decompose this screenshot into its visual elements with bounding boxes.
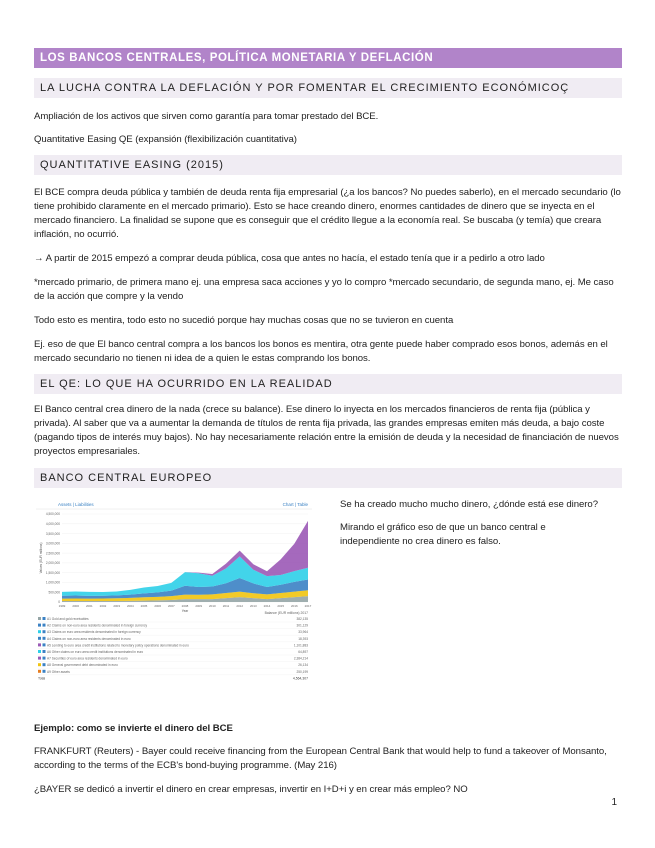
chart-x-tick-label: 2005 [140, 604, 148, 608]
chart-y-tick-label: 4,500,000 [45, 512, 60, 517]
document-page [34, 48, 622, 797]
section-heading-qe: QUANTITATIVE EASING (2015) [34, 155, 622, 175]
chart-y-tick-label: 0 [58, 600, 60, 605]
chart-x-tick-label: 2017 [304, 604, 312, 608]
section-heading-ecb: BANCO CENTRAL EUROPEO [34, 468, 622, 488]
paragraph: ¿BAYER se dedicó a invertir el dinero en crear empresas, invertir en I+D+i y en crear más empleo? NO [34, 784, 468, 795]
chart-x-axis-label: Year [181, 609, 189, 613]
paragraph: Ej. eso de que El banco central compra a los bancos los bonos es mentira, otra gente puede haber comprado esos bonos, además en el mercado secundario no tienen ni idea de a quien le estas comprando los bonos. [34, 339, 608, 364]
chart-legend-label: A9 Other assets [47, 669, 70, 674]
chart-legend-checkbox [43, 650, 46, 653]
chart-legend-checkbox [43, 643, 46, 646]
chart-x-tick-label: 2007 [167, 604, 175, 608]
ecb-balance-chart-svg [34, 498, 314, 716]
chart-x-tick-label: 2013 [249, 604, 257, 608]
chart-y-tick-label: 3,000,000 [45, 541, 60, 546]
chart-x-tick-label: 2002 [99, 604, 107, 608]
chart-legend-label: A4 Claims on non-euro area residents denominated in euro [47, 636, 131, 641]
chart-y-tick-label: 1,000,000 [45, 580, 60, 585]
chart-x-tick-label: 2001 [85, 604, 93, 608]
chart-legend-swatch [38, 630, 41, 633]
chart-table-header: Balance (EUR millions) 2017 [264, 611, 308, 615]
chart-tab-left: Assets | Liabilities [58, 502, 94, 507]
chart-legend-swatch [38, 624, 41, 627]
chart-legend-swatch [38, 650, 41, 653]
chart-x-tick-label: 2004 [126, 604, 134, 608]
section-heading-deflation: LA LUCHA CONTRA LA DEFLACIÓN Y POR FOMENTAR EL CRECIMIENTO ECONÓMICOÇ [34, 78, 622, 98]
chart-legend-checkbox [43, 657, 46, 660]
paragraph: Mirando el gráfico eso de que un banco central e independiente no crea dinero es falso. [340, 522, 546, 547]
chart-legend-value: 1,101,883 [293, 643, 308, 648]
chart-legend-checkbox [43, 624, 46, 627]
chart-x-tick-label: 2009 [195, 604, 203, 608]
chart-legend-label: A5 Lending to euro area credit institutions related to monetary policy operations denominated in euro [47, 643, 189, 648]
paragraph: Quantitative Easing QE (expansión (flexibilización cuantitativa) [34, 134, 297, 145]
chart-x-tick-label: 2003 [113, 604, 121, 608]
chart-legend-value: 2,384,214 [293, 656, 308, 661]
chart-legend-label: A7 Securities of euro area residents denominated in euro [47, 656, 128, 661]
document-title-banner: LOS BANCOS CENTRALES, POLÍTICA MONETARIA Y DEFLACIÓN [34, 48, 622, 68]
chart-legend-value: 382,135 [296, 617, 308, 621]
chart-legend-swatch [38, 637, 41, 640]
chart-tab-right: Chart | Table [282, 502, 308, 507]
chart-y-tick-label: 2,500,000 [45, 551, 60, 556]
chart-x-tick-label: 2015 [277, 604, 285, 608]
chart-legend-label: A8 General government debt denominated in euro [47, 663, 118, 668]
chart-y-tick-label: 2,000,000 [45, 561, 60, 566]
chart-legend-checkbox [43, 663, 46, 666]
chart-x-tick-label: 2014 [263, 604, 271, 608]
chart-legend-checkbox [43, 630, 46, 633]
chart-x-tick-label: 2011 [222, 604, 230, 608]
chart-legend-label: A2 Claims on non-euro area residents denominated in foreign currency [47, 623, 148, 628]
chart-y-tick-label: 3,500,000 [45, 531, 60, 536]
chart-legend-swatch [38, 657, 41, 660]
chart-legend-value: 33,964 [298, 630, 308, 635]
chart-legend-checkbox [43, 637, 46, 640]
chart-legend-swatch [38, 670, 41, 673]
example-heading: Ejemplo: como se invierte el dinero del BCE [34, 723, 233, 734]
section-heading-qe-reality: EL QE: LO QUE HA OCURRIDO EN LA REALIDAD [34, 374, 622, 394]
chart-legend-label: A1 Gold and gold receivables [47, 617, 89, 621]
chart-legend-checkbox [43, 617, 46, 620]
paragraph: Se ha creado mucho mucho dinero, ¿dónde está ese dinero? [340, 499, 598, 510]
chart-x-tick-label: 2012 [236, 604, 244, 608]
chart-x-tick-label: 2016 [290, 604, 298, 608]
chart-y-axis-label: Values (EUR millions) [39, 542, 43, 574]
chart-legend-value: 301,129 [296, 623, 308, 628]
chart-legend-value: 64,897 [298, 650, 308, 654]
chart-y-tick-label: 4,000,000 [45, 521, 60, 526]
chart-legend-swatch [38, 663, 41, 666]
chart-legend-value: 26,134 [298, 663, 308, 668]
paragraph: El BCE compra deuda pública y también de deuda renta fija empresarial (¿a los bancos? No puedes saberlo), en el mercado secundario (lo tiene prohibido claramente en el mercado primario). Esto se hace creando dinero, enormes cantidades de dinero que se inyecta en el mercado financiero. La finalidad se supone que es conseguir que el crédito llegue a la economía real. Se buscaba (y temía) que creara inflación, no ocurrió. [34, 187, 621, 240]
chart-legend-swatch [38, 643, 41, 646]
ecb-balance-chart [34, 498, 314, 716]
chart-legend-checkbox [43, 670, 46, 673]
chart-legend-swatch [38, 617, 41, 620]
chart-total-label: Total [38, 676, 46, 681]
page-number: 1 [611, 797, 617, 808]
paragraph: Ampliación de los activos que sirven como garantía para tomar prestado del BCE. [34, 111, 379, 122]
paragraph: El Banco central crea dinero de la nada (crece su balance). Ese dinero lo inyecta en los mercados financieros de renta fija (pública y privada). Al saber que va a aumentar la demanda de títulos de renta fija privada, las grandes empresas emiten más deuda, a bajo coste (pagando tipos de interés muy bajos). No hay necesariamente relación entre la emisión de deuda y la necesidad de financiación de nuevos proyectos empresariales. [34, 404, 619, 457]
paragraph: FRANKFURT (Reuters) - Bayer could receive financing from the European Central Bank that would help to fund a takeover of Monsanto, according to the terms of the ECB's bond-buying programme. (May 216) [34, 746, 607, 771]
chart-legend-value: 250,199 [296, 669, 308, 674]
chart-x-tick-label: 2008 [181, 604, 189, 608]
chart-x-tick-label: 1999 [58, 604, 66, 608]
chart-y-tick-label: 500,000 [48, 590, 60, 595]
chart-x-tick-label: 2006 [154, 604, 162, 608]
chart-x-tick-label: 2000 [72, 604, 80, 608]
chart-total-value: 4,564,307 [292, 676, 308, 681]
chart-x-tick-label: 2010 [208, 604, 216, 608]
paragraph: *mercado primario, de primera mano ej. una empresa saca acciones y yo lo compro *mercado secundario, de segunda mano, ej. Me caso de la acción que compre y la vendo [34, 277, 614, 302]
paragraph: → A partir de 2015 empezó a comprar deuda pública, cosa que antes no hacía, el estado tenía que ir a pedirlo a otro lado [34, 253, 545, 264]
chart-legend-value: 18,393 [298, 636, 308, 641]
chart-y-tick-label: 1,500,000 [45, 570, 60, 575]
chart-legend-label: A3 Claims on euro area residents denominated in foreign currency [47, 630, 141, 635]
paragraph: Todo esto es mentira, todo esto no sucedió porque hay muchas cosas que no se tuvieron en cuenta [34, 315, 454, 326]
chart-legend-label: A6 Other claims on euro area credit institutions denominated in euro [47, 650, 144, 654]
